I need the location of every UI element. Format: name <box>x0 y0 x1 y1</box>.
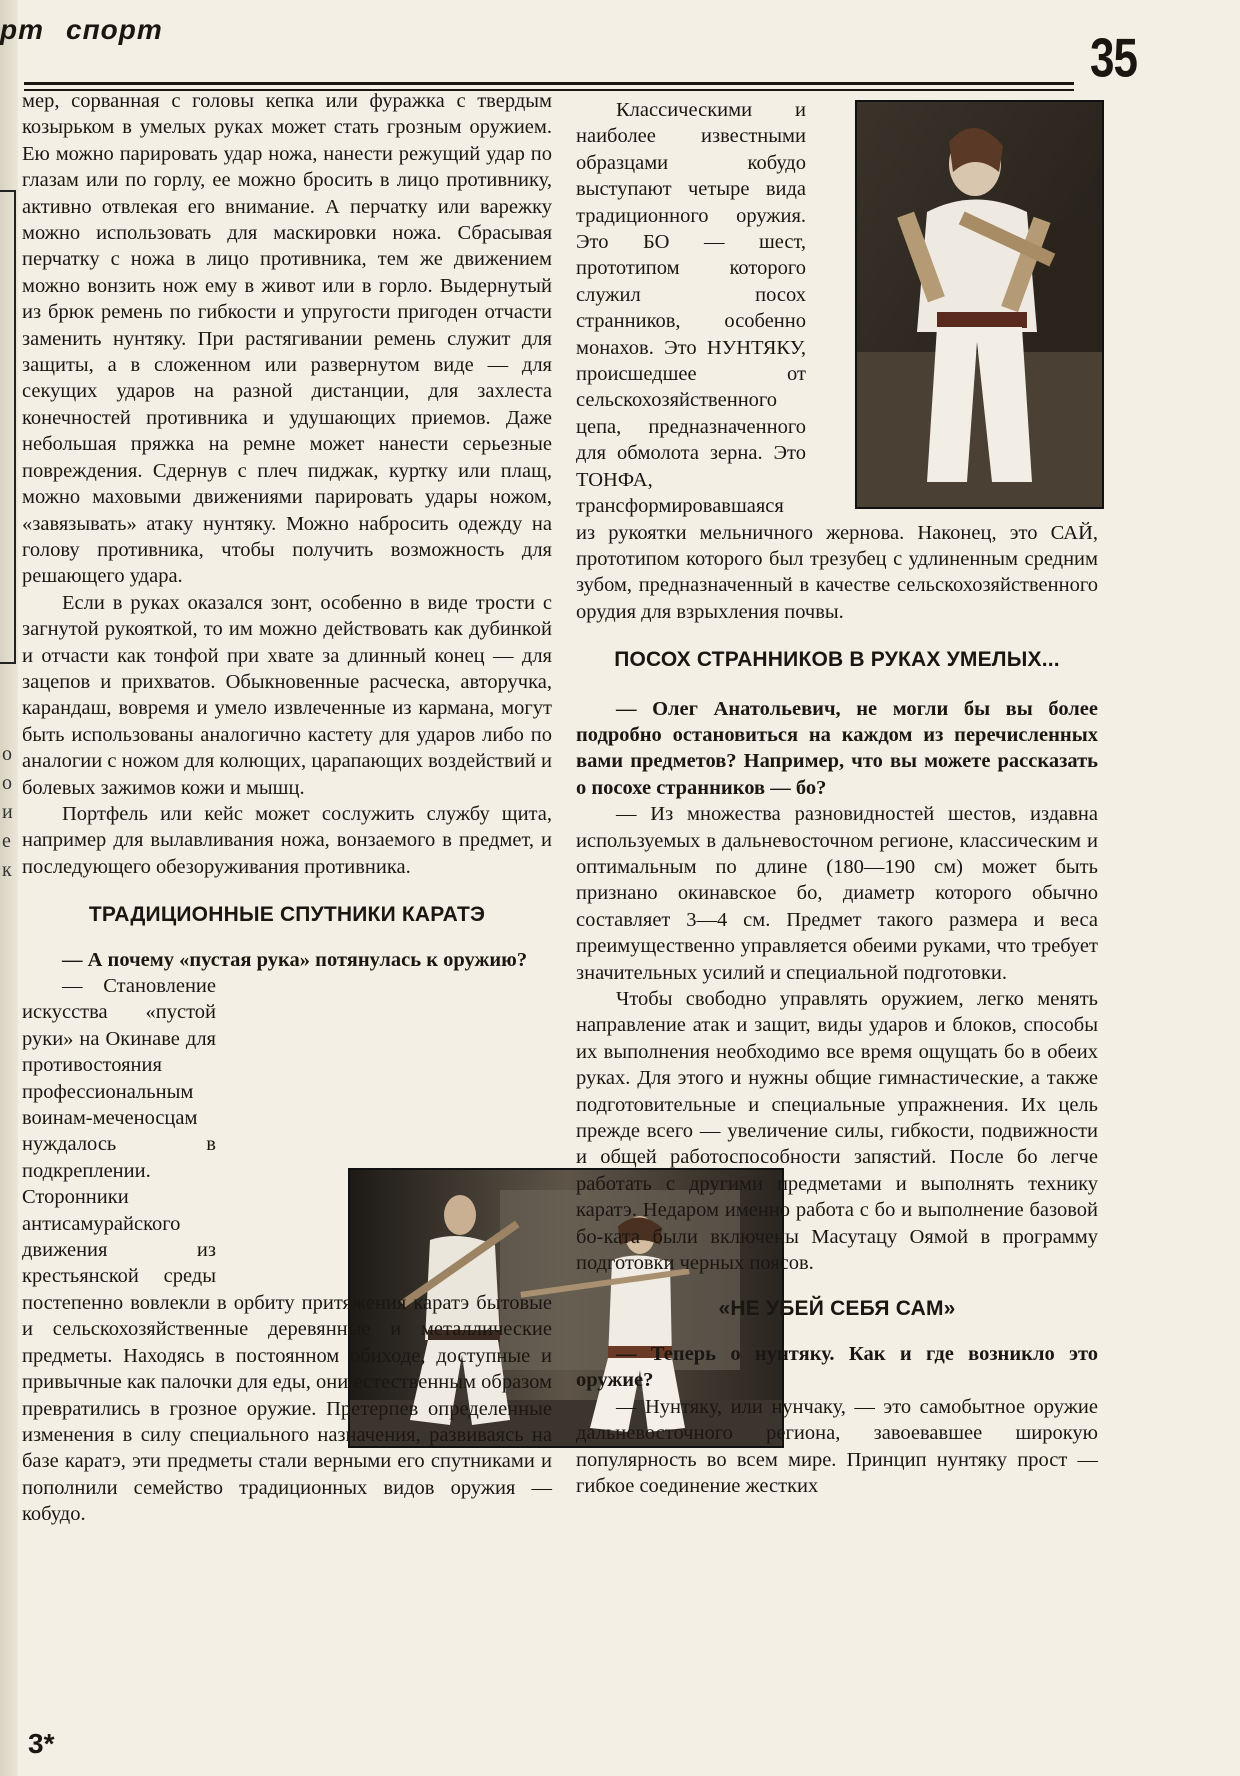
right-column <box>576 97 1098 1499</box>
section-title: спорт <box>66 14 163 45</box>
header-rule <box>24 82 1074 85</box>
heading-traditional-companions: ТРАДИЦИОННЫЕ СПУТНИКИ КАРАТЭ <box>88 903 486 927</box>
section-label <box>0 14 185 46</box>
photo-1-spacer <box>806 97 1098 505</box>
right-paragraph-2: — Из множества разновидностей шестов, издавна используемых в дальневосточном регионе, классическим и оптимальным по длине (180—190 см) может быть признано окинавское бо, диаметр которого обычно составляет 3—4 см. Предмет такого размера и веса преимущественно управляется обеими руками, что требует значительных усилий и специальной подготовки. <box>576 803 1098 984</box>
previous-page-letters: о о и е к <box>2 743 13 881</box>
heading-pilgrim-staff: ПОСОХ СТРАННИКОВ В РУКАХ УМЕЛЫХ... <box>614 648 1060 672</box>
right-paragraph-1: Классическими и наиболее известными образцами кобудо выступают четыре вида традиционного оружия. Это БО — шест, прототипом которого служил посох странников, особенно монахов. Это НУНТЯКУ, происшедшее от сельскохозяйственного цепа, предназначенного для обмолота зерна. Это ТОНФА, трансформировавшаяся из рукоятки мельничного жернова. Наконец, это САЙ, прототипом которого был трезубец с удлиненным средним зубом, предназначенный в качестве сельскохозяйственного орудия для взрыхления почвы. <box>576 99 1098 623</box>
question-empty-hand: — А почему «пустая рука» потянулась к оружию? <box>62 948 528 971</box>
page-header <box>0 14 1240 54</box>
left-paragraph-3: Портфель или кейс может сослужить службу щита, например для вылавливания ножа, вонзаемого в предмет, и последующего обезоруживания противника. <box>22 802 552 878</box>
question-bo: — Олег Анатольевич, не могли бы вы более подробно остановиться на каждом из перечисленных вами предметов? Например, что вы можете рассказать о посохе странников — бо? <box>576 697 1098 799</box>
page-number: 35 <box>1090 27 1137 89</box>
right-paragraph-3: Чтобы свободно управлять оружием, легко менять направление атак и защит, виды ударов и блоков, способы их выполнения необходимо все время ощущать бо в обеих руках. Для этого и нужны общие гимнастические, а также подготовительные и специальные упражнения. Их цель прежде всего — увеличение силы, гибкости, подвижности и общей работоспособности запястий. После бо легче работать с другими предметами и выполнять технику каратэ. Недаром именно работа с бо и выполнение базовой бо-ката были включены Масутацу Оямой в программу подготовки черных поясов. <box>576 988 1098 1275</box>
left-paragraph-4: — Становление искусства «пустой руки» на Окинаве для противостояния профессиональным воинам-меченосцам нуждалось в подкреплении. Сторонники антисамурайского движения из крестьянской среды постепенно вовлекли в орбиту притяжения каратэ бытовые и сельскохозяйственные деревянные и металлические предметы. Находясь в постоянном обиходе, доступные и привычные как палочки для еды, они естественным образом превратились в грозное оружие. Претерпев определенные изменения в силу специального назначения, развиваясь на базе каратэ, эти предметы стали верными его спутниками и пополнили семейство традиционных видов оружия — кобудо. <box>22 975 552 1526</box>
previous-page-frame <box>0 190 16 664</box>
question-nunchaku: — Теперь о нунтяку. Как и где возникло это оружие? <box>576 1342 1098 1392</box>
left-paragraph-2: Если в руках оказался зонт, особенно в виде трости с загнутой рукояткой, то им можно действовать как дубинкой и отчасти как тонфой при хвате за длинный конец — для зацепов и прихватов. Обыкновенные расческа, авторучка, карандаш, вовремя и умело извлеченные из кармана, могут быть использованы аналогично кастету для ударов либо по аналогии с ножом для колющих, царапающих воздействий и болевых зажимов кожи и мышц. <box>22 591 552 799</box>
section-fragment: рт <box>0 14 44 45</box>
heading-dont-kill-yourself: «НЕ УБЕЙ СЕБЯ САМ» <box>718 1297 956 1321</box>
left-column <box>22 88 552 1528</box>
right-paragraph-4: — Нунтяку, или нунчаку, — это самобытное оружие дальневосточного региона, завоевавшее широкую популярность во всем мире. Принцип нунтяку прост — гибкое соединение жестких <box>576 1395 1098 1497</box>
signature-mark: 3* <box>28 1728 55 1759</box>
photo-2-spacer <box>216 973 552 1271</box>
left-paragraph-1: мер, сорванная с головы кепка или фуражка с твердым козырьком в умелых руках может стать грозным оружием. Ею можно парировать удар ножа, нанести режущий удар по глазам или по горлу, ее можно бросить в лицо противнику, активно отвлекая его внимание. А перчатку или варежку можно использовать для маскировки ножа. Сбрасывая перчатку с ножа в лицо противника, тем же движением можно вонзить нож ему в живот или в горло. Выдернутый из брюк ремень по гибкости и упругости пригоден отчасти заменить нунтяку. При растягивании ремень служит для защиты, а в сложенном или развернутом виде — для секущих ударов на разной дистанции, для захлеста конечностей противника и удушающих приемов. Даже небольшая пряжка на ремне может нанести серьезные повреждения. Сдернув с плеч пиджак, куртку или плащ, можно маховыми движениями парировать удары ножом, «завязывать» атаку нунтяку. Можно набросить одежду на голову противника, чтобы получить возможность для решающего удара. <box>22 90 552 588</box>
